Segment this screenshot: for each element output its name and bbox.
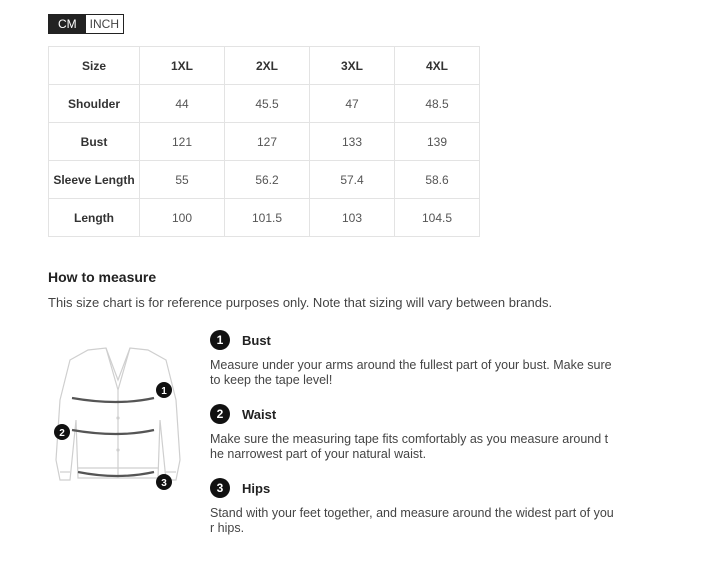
step-title: Hips xyxy=(242,480,271,496)
step-bust xyxy=(210,330,615,388)
table-cell: 44 xyxy=(140,85,225,123)
table-cell: 48.5 xyxy=(395,85,480,123)
row-label: Sleeve Length xyxy=(49,161,140,199)
table-cell: 100 xyxy=(140,199,225,237)
size-chart-disclaimer: This size chart is for reference purposes only. Note that sizing will vary between brands. xyxy=(48,295,553,310)
step-waist xyxy=(210,404,615,462)
row-label: Bust xyxy=(49,123,140,161)
table-cell: 57.4 xyxy=(310,161,395,199)
step-title: Waist xyxy=(242,406,277,422)
table-row xyxy=(49,123,480,161)
step-number-badge: 1 xyxy=(210,330,230,350)
waist-marker: 2 xyxy=(59,428,65,439)
table-cell: 133 xyxy=(310,123,395,161)
table-header-cell: 3XL xyxy=(310,47,395,85)
row-label: Length xyxy=(49,199,140,237)
table-row xyxy=(49,199,480,237)
table-cell: 55 xyxy=(140,161,225,199)
table-cell: 103 xyxy=(310,199,395,237)
table-cell: 101.5 xyxy=(225,199,310,237)
table-header-cell: 2XL xyxy=(225,47,310,85)
step-description: Measure under your arms around the fullest part of your bust. Make sure to keep the tape level! xyxy=(210,358,612,387)
step-number-badge: 2 xyxy=(210,404,230,424)
table-header-cell: 4XL xyxy=(395,47,480,85)
hips-marker: 3 xyxy=(161,478,167,489)
table-cell: 45.5 xyxy=(225,85,310,123)
table-cell: 127 xyxy=(225,123,310,161)
row-label: Shoulder xyxy=(49,85,140,123)
cardigan-measurement-icon xyxy=(48,340,188,490)
step-description: Make sure the measuring tape fits comfortably as you measure around the narrowest part of your natural waist. xyxy=(210,432,609,461)
table-row xyxy=(49,85,480,123)
bust-marker: 1 xyxy=(161,386,167,397)
table-cell: 139 xyxy=(395,123,480,161)
table-cell: 104.5 xyxy=(395,199,480,237)
unit-toggle xyxy=(48,14,124,34)
table-row xyxy=(49,161,480,199)
table-cell: 121 xyxy=(140,123,225,161)
step-description: Stand with your feet together, and measure around the widest part of your hips. xyxy=(210,506,614,535)
step-number-badge: 3 xyxy=(210,478,230,498)
table-header-row xyxy=(49,47,480,85)
step-hips xyxy=(210,478,615,536)
step-title: Bust xyxy=(242,332,271,348)
how-to-measure-heading: How to measure xyxy=(48,269,157,285)
unit-inch-button[interactable]: INCH xyxy=(86,15,123,33)
table-cell: 58.6 xyxy=(395,161,480,199)
size-chart-table xyxy=(48,46,480,237)
table-cell: 47 xyxy=(310,85,395,123)
unit-cm-button[interactable]: CM xyxy=(49,15,86,33)
table-header-cell: 1XL xyxy=(140,47,225,85)
table-cell: 56.2 xyxy=(225,161,310,199)
table-header-cell: Size xyxy=(49,47,140,85)
